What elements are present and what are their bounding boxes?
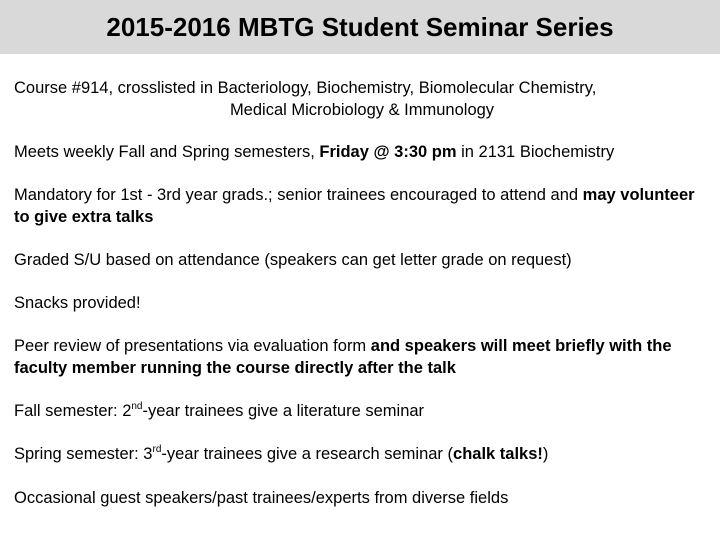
peer-prefix: Peer review of presentations via evaluation form <box>14 337 371 355</box>
mandatory-prefix: Mandatory for 1st - 3rd year grads.; senior trainees encouraged to attend and <box>14 186 583 204</box>
meeting-time: Friday @ 3:30 pm <box>319 143 457 161</box>
meets-suffix: in 2131 Biochemistry <box>456 143 615 161</box>
fall-prefix: Fall semester: 2 <box>14 402 132 420</box>
fall-sup: nd <box>131 401 143 412</box>
course-line-2: Medical Microbiology & Immunology <box>229 101 495 119</box>
grading-info: Graded S/U based on attendance (speakers can get letter grade on request) <box>14 251 572 269</box>
spring-sup: rd <box>152 444 162 455</box>
page-title: 2015-2016 MBTG Student Seminar Series <box>106 12 614 42</box>
fall-semester-info <box>14 400 710 422</box>
spring-suffix: ) <box>542 445 549 463</box>
spring-middle: -year trainees give a research seminar ( <box>161 445 454 463</box>
snacks-info: Snacks provided! <box>14 294 141 312</box>
spring-prefix: Spring semester: 3 <box>14 445 153 463</box>
peer-bold: and speakers will meet briefly with the faculty member running the course directly after the talk <box>14 337 672 377</box>
peer-review-info <box>14 335 710 379</box>
mandatory-info <box>14 184 710 228</box>
mandatory-bold: may volunteer to give extra talks <box>14 186 695 226</box>
meeting-info <box>14 141 710 163</box>
guest-speakers-info: Occasional guest speakers/past trainees/experts from diverse fields <box>14 489 509 507</box>
course-info <box>14 77 710 121</box>
meets-prefix: Meets weekly Fall and Spring semesters, <box>14 143 320 161</box>
course-line-1: Course #914, crosslisted in Bacteriology, Biochemistry, Biomolecular Chemistry, <box>14 79 597 97</box>
spring-semester-info <box>14 443 710 465</box>
fall-suffix: -year trainees give a literature seminar <box>142 402 425 420</box>
spring-bold: chalk talks! <box>453 445 543 463</box>
